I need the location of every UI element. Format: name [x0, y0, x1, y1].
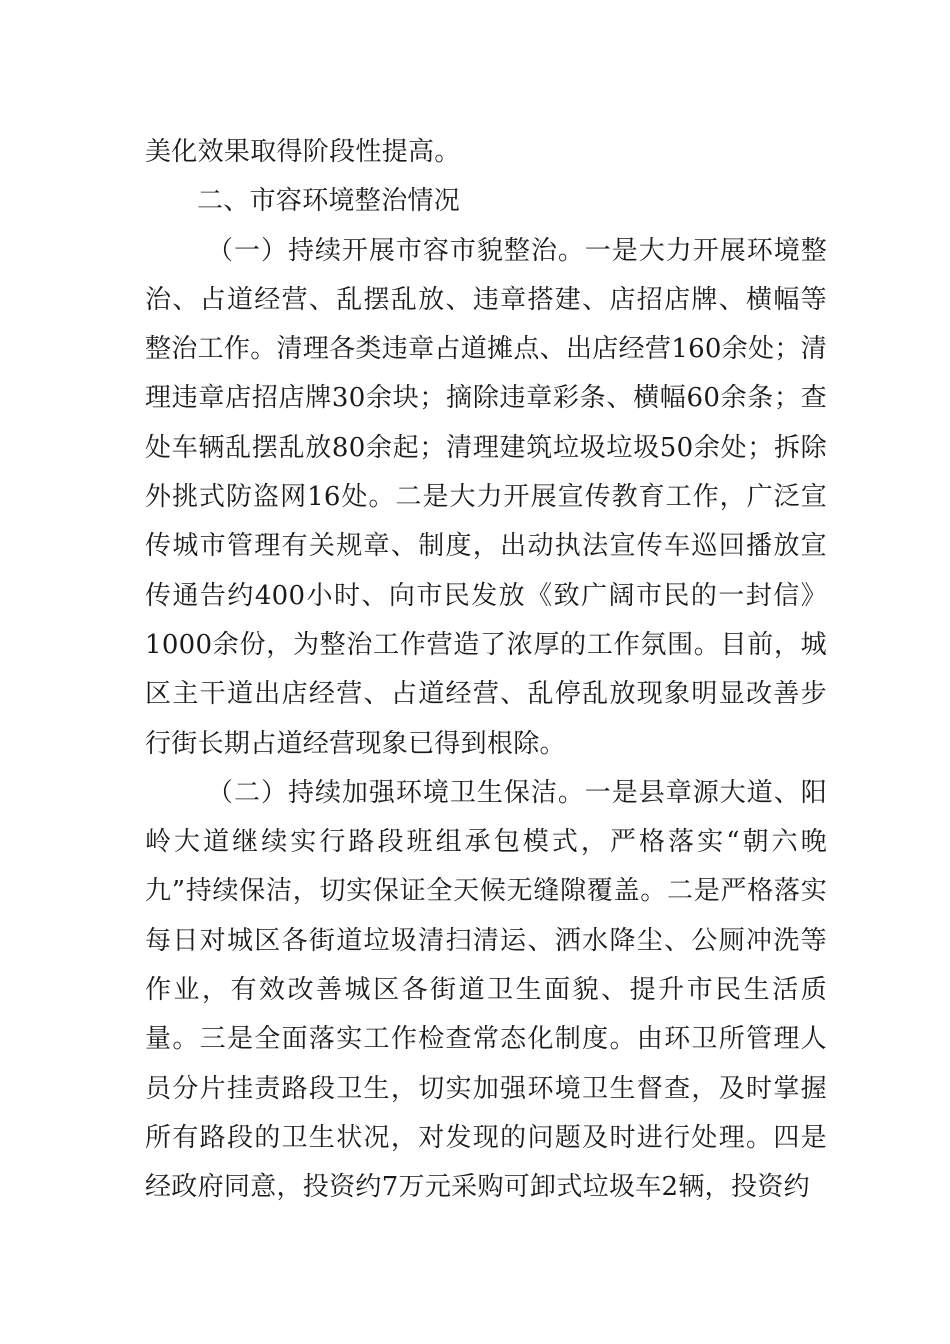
document-body: [145, 128, 827, 1213]
section-heading: 二、市容环境整治情况: [197, 186, 461, 217]
paragraph-cityscape-rectification: （一）持续开展市容市貌整治。一是大力开展环境整治、占道经营、乱摆乱放、违章搭建、店招店牌、横幅等整治工作。清理各类违章占道摊点、出店经营160余处；清理违章店招店牌30余块；摘除违章彩条、横幅60余条；查处车辆乱摆乱放80余起；清理建筑垃圾垃圾50余处；拆除外挑式防盗网16处。二是大力开展宣传教育工作，广泛宣传城市管理有关规章、制度，出动执法宣传车巡回播放宣传通告约400小时、向市民发放《致广阔市民的一封信》1000余份，为整治工作营造了浓厚的工作氛围。目前，城区主干道出店经营、占道经营、乱停乱放现象明显改善步行街长期占道经营现象已得到根除。: [145, 235, 827, 759]
paragraph-sanitation-cleaning: （二）持续加强环境卫生保洁。一是县章源大道、阳岭大道继续实行路段班组承包模式，严格落实“朝六晚九”持续保洁，切实保证全天候无缝隙覆盖。二是严格落实每日对城区各街道垃圾清扫清运、洒水降尘、公厕冲洗等作业，有效改善城区各街道卫生面貌、提升市民生活质量。三是全面落实工作检查常态化制度。由环卫所管理人员分片挂责路段卫生，切实加强环境卫生督查，及时掌握所有路段的卫生状况，对发现的问题及时进行处理。四是经政府同意，投资约7万元采购可卸式垃圾车2辆，投资约: [145, 777, 827, 1203]
paragraph-continuation: 美化效果取得阶段性提高。: [145, 137, 461, 167]
